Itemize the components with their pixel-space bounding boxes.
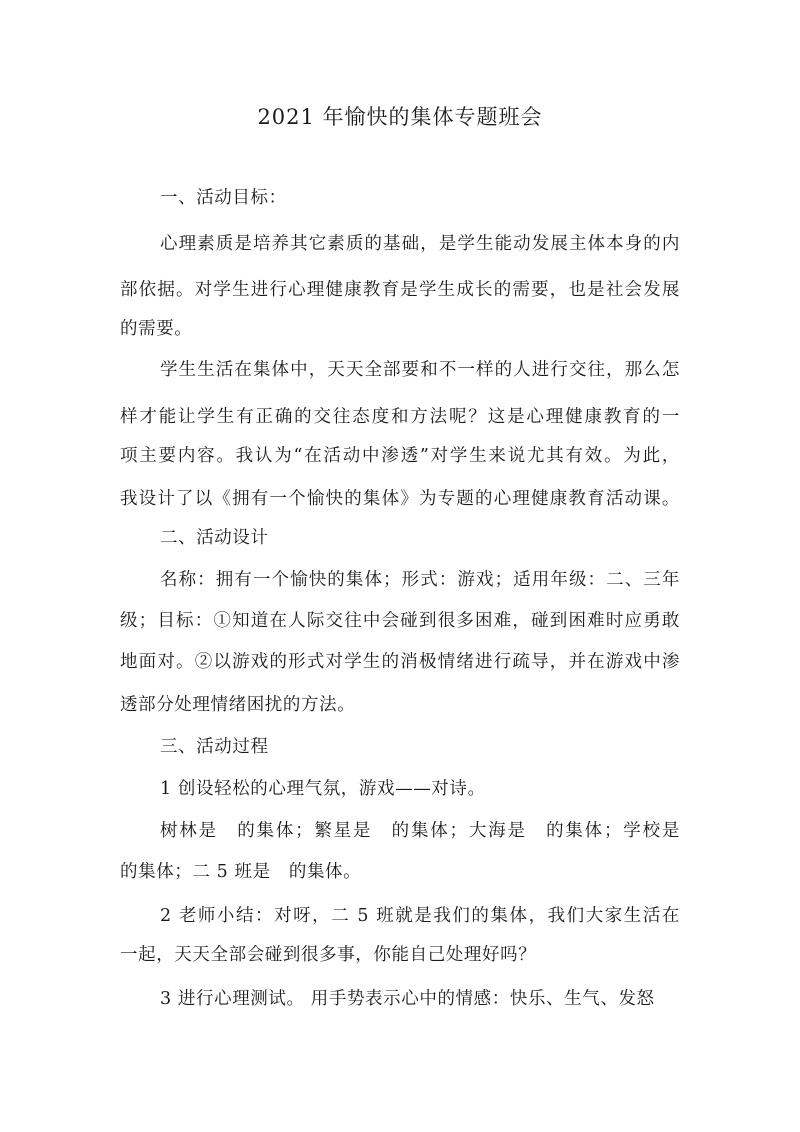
section-heading-design: 二、活动设计 xyxy=(160,528,269,548)
paragraph-line: 透部分处理情绪困扰的方法。 xyxy=(120,695,356,715)
paragraph-line: 我设计了以《拥有一个愉快的集体》为专题的心理健康教育活动课。 xyxy=(120,489,680,509)
paragraph-line: 部依据。对学生进行心理健康教育是学生成长的需要，也是社会发展 xyxy=(120,280,680,300)
paragraph-line: 3 进行心理测试。 用手势表示心中的情感：快乐、生气、发怒 xyxy=(160,989,655,1009)
paragraph-line: 样才能让学生有正确的交往态度和方法呢？这是心理健康教育的一 xyxy=(120,407,680,427)
paragraph-line: 2 老师小结：对呀，二 5 班就是我们的集体，我们大家生活在 xyxy=(160,906,680,926)
paragraph-line: 一起，天天全部会碰到很多事，你能自己处理好吗？ xyxy=(120,945,537,965)
paragraph-line: 项主要内容。我认为“在活动中渗透”对学生来说尤其有效。为此， xyxy=(120,446,680,466)
section-heading-goals: 一、活动目标： xyxy=(160,188,287,208)
paragraph-line: 心理素质是培养其它素质的基础，是学生能动发展主体本身的内 xyxy=(160,234,680,254)
paragraph-line: 名称：拥有一个愉快的集体；形式：游戏；适用年级：二、三年 xyxy=(160,570,680,590)
paragraph-line: 级；目标：①知道在人际交往中会碰到很多困难，碰到困难时应勇敢 xyxy=(120,611,680,631)
section-heading-process: 三、活动过程 xyxy=(160,737,269,757)
paragraph-line: 的集体；二 5 班是 的集体。 xyxy=(120,862,362,882)
paragraph-line: 学生生活在集体中，天天全部要和不一样的人进行交往，那么怎 xyxy=(160,360,680,380)
document-title: 2021 年愉快的集体专题班会 xyxy=(257,105,543,129)
paragraph-line: 树林是 的集体；繁星是 的集体；大海是 的集体；学校是 xyxy=(160,821,680,841)
paragraph-line: 地面对。②以游戏的形式对学生的消极情绪进行疏导，并在游戏中渗 xyxy=(120,652,680,672)
paragraph-line: 1 创设轻松的心理气氛，游戏——对诗。 xyxy=(160,779,486,799)
paragraph-line: 的需要。 xyxy=(120,319,193,339)
